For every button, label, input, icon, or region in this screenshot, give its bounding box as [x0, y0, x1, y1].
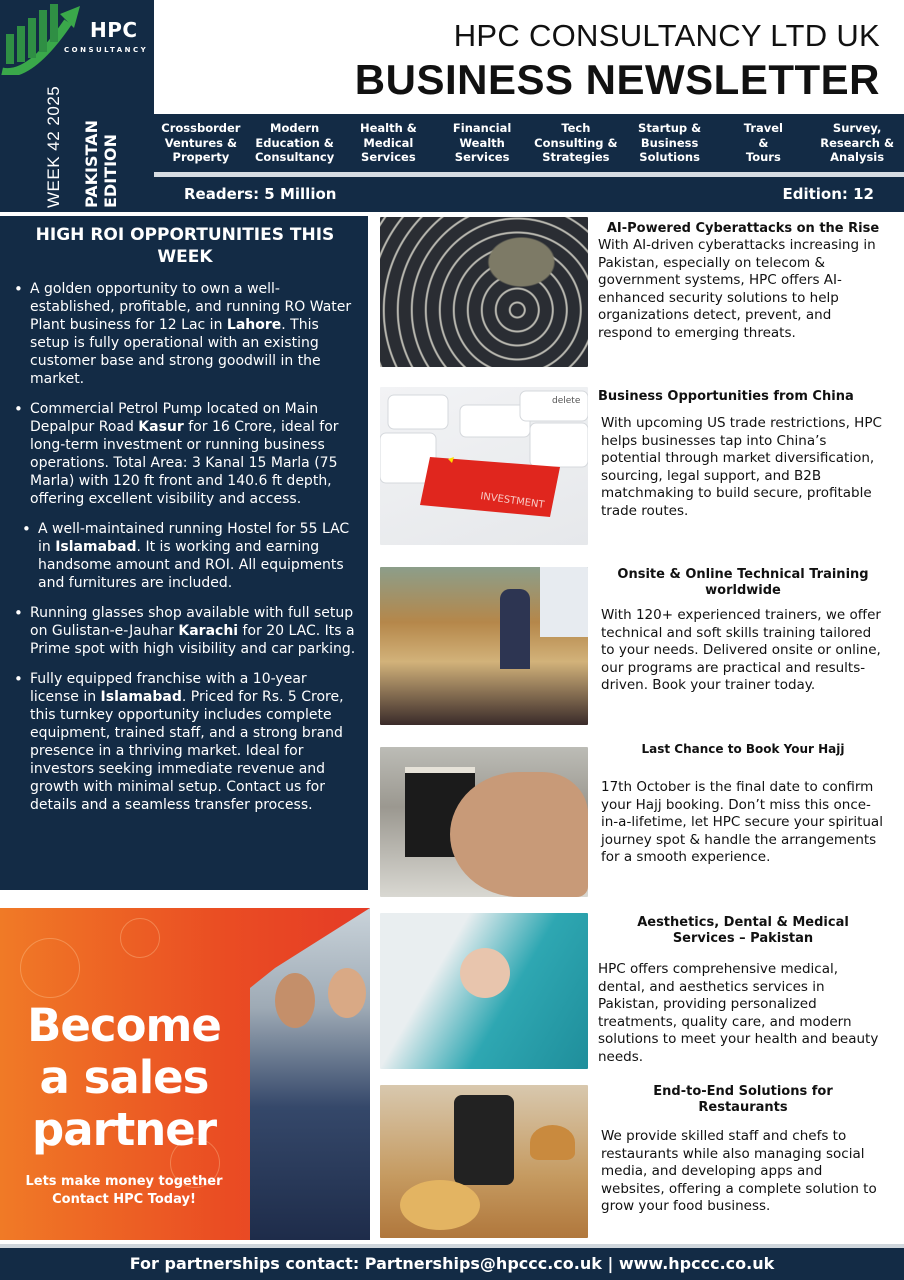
nav-health[interactable]: Health & Medical Services	[359, 121, 417, 165]
business-people-photo	[250, 908, 370, 1240]
restaurant-food-image	[380, 1085, 588, 1238]
article-title: End-to-End Solutions for Restaurants	[653, 1084, 833, 1115]
delete-key-label: delete	[552, 396, 581, 406]
article-body: HPC offers comprehensive medical, dental, and aesthetics services in Pakistan, providing personalized treatments, quality care, and modern solutions to meet your health and beauty needs.	[598, 961, 879, 1065]
article-body: With 120+ experienced trainers, we offer technical and soft skills training tailored to your needs. Delivered onsite or online, our programs are practical and results-driven. Book your trainer today.	[601, 607, 881, 693]
header-left-strip	[0, 0, 154, 212]
burger-figure	[530, 1125, 575, 1160]
article-body: With upcoming US trade restrictions, HPC helps businesses tap into China’s potential through market diversification, sourcing, legal support, and B2B matchmaking to build secure, profitable trade routes.	[601, 415, 882, 519]
article-cyberattacks	[598, 221, 888, 342]
article-medical	[598, 915, 888, 1066]
roi-item: • A golden opportunity to own a well-established, profitable, and running RO Water Plant business for 12 Lac in Lahore. This setup is fully operational with an existing customer base and strong goodwill in the market.	[12, 280, 358, 388]
article-body: With AI-driven cyberattacks increasing in Pakistan, especially on telecom & government systems, HPC offers AI-enhanced security solutions to help organizations detect, prevent, and respond to emerging threats.	[598, 237, 876, 341]
article-body: We provide skilled staff and chefs to restaurants while also managing social media, and developing apps and websites, offering a complete solution to grow your food business.	[601, 1128, 877, 1214]
roi-item: • Commercial Petrol Pump located on Main Depalpur Road Kasur for 16 Crore, ideal for long-term investment or running business operations. Total Area: 3 Kanal 15 Marla (75 Marla) with 120 ft front and 140.6 ft depth, offering excellent visibility and access.	[12, 400, 358, 508]
article-restaurants	[598, 1084, 888, 1216]
nav-crossborder[interactable]: Crossborder Ventures & Property	[161, 121, 241, 165]
readers-bar	[154, 177, 904, 212]
patient-face	[460, 948, 510, 998]
nav-startup[interactable]: Startup & Business Solutions	[638, 121, 702, 165]
nav-travel[interactable]: Travel & Tours	[743, 121, 783, 165]
edition-number: Edition: 12	[782, 185, 874, 203]
article-title: Onsite & Online Technical Training worldwide	[617, 567, 869, 598]
trainer-figure	[500, 589, 530, 669]
masthead	[154, 0, 904, 114]
investment-key-label: INVESTMENT	[479, 491, 546, 511]
growth-chart-logo-icon	[0, 0, 95, 75]
circuit-decoration	[20, 938, 80, 998]
hpc-logo	[0, 0, 154, 75]
roi-list	[12, 280, 358, 814]
photo-person	[275, 973, 315, 1028]
edition-country: PAKISTAN	[82, 120, 101, 208]
article-title: AI-Powered Cyberattacks on the Rise	[606, 221, 880, 236]
services-nav	[154, 114, 904, 172]
sales-partner-banner[interactable]	[0, 908, 370, 1240]
nav-survey[interactable]: Survey, Research & Analysis	[820, 121, 895, 165]
article-training	[598, 567, 888, 695]
pizza-figure	[400, 1180, 480, 1230]
article-china	[598, 389, 888, 520]
hajj-image	[380, 747, 588, 897]
roi-title: HIGH ROI OPPORTUNITIES THIS WEEK	[35, 225, 335, 267]
company-name: HPC CONSULTANCY LTD UK	[453, 18, 880, 53]
logo-wordmark: HPC	[90, 18, 138, 42]
nav-education[interactable]: Modern Education & Consultancy	[254, 121, 335, 165]
logo-subtitle: CONSULTANCY	[64, 46, 149, 54]
circuit-decoration	[120, 918, 160, 958]
roi-panel	[0, 216, 368, 890]
week-label: WEEK 42 2025	[44, 85, 63, 208]
phone-figure	[454, 1095, 514, 1185]
article-title: Business Opportunities from China	[598, 389, 854, 404]
ai-brain-image	[380, 217, 588, 367]
promo-subtext: Lets make money together Contact HPC Today!	[25, 1174, 223, 1207]
prayer-hands	[450, 772, 588, 897]
edition-word: EDITION	[101, 133, 120, 208]
keyboard-illustration	[380, 387, 588, 545]
projector-screen	[540, 567, 588, 637]
roi-item: • A well-maintained running Hostel for 55 LAC in Islamabad. It is working and earning handsome amount and ROI. All equipments and furnitures are included.	[20, 520, 358, 592]
nav-tech[interactable]: Tech Consulting & Strategies	[534, 121, 618, 165]
photo-person	[328, 968, 366, 1018]
newsletter-title: BUSINESS NEWSLETTER	[354, 56, 880, 103]
article-body: 17th October is the final date to confirm your Hajj booking. Don’t miss this once-in-a-lifetime, let HPC secure your spiritual journey spot & handle the arrangements for a smooth experience.	[601, 779, 883, 865]
china-investment-image	[380, 387, 588, 545]
footer-contact[interactable]: For partnerships contact: Partnerships@hpccc.co.uk | www.hpccc.co.uk	[0, 1248, 904, 1280]
article-title: Last Chance to Book Your Hajj	[641, 742, 845, 756]
dental-clinic-image	[380, 913, 588, 1069]
readers-count: Readers: 5 Million	[184, 185, 337, 203]
edition-vertical-label	[82, 120, 120, 208]
roi-item: • Running glasses shop available with full setup on Gulistan-e-Jauhar Karachi for 20 LAC. Its a Prime spot with high visibility and car parking.	[12, 604, 358, 658]
nav-financial[interactable]: Financial Wealth Services	[452, 121, 512, 165]
classroom-training-image	[380, 567, 588, 725]
promo-headline: Become a sales partner	[27, 999, 221, 1156]
article-title: Aesthetics, Dental & Medical Services – Pakistan	[637, 915, 849, 946]
article-hajj	[598, 741, 888, 867]
roi-item: • Fully equipped franchise with a 10-year license in Islamabad. Priced for Rs. 5 Crore, this turnkey opportunity includes complete equipment, trained staff, and a strong brand presence in a thriving market. Ideal for investors seeking immediate revenue and growth with minimal setup. Contact us for details and a seamless transfer process.	[12, 670, 358, 814]
